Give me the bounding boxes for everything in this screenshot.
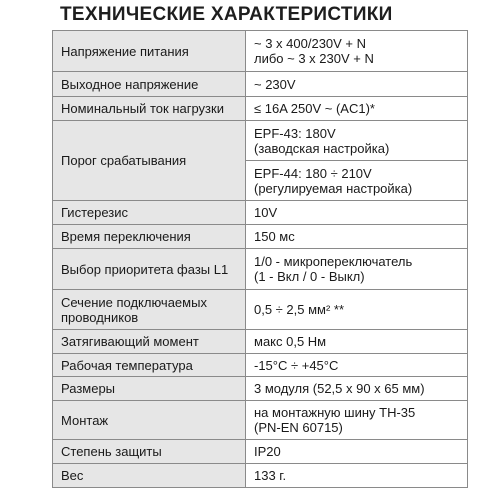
spec-value-output-voltage: ~ 230V [246, 72, 468, 97]
table-row [53, 330, 468, 354]
spec-label-weight: Вес [53, 464, 246, 488]
spec-label-rated-current: Номинальный ток нагрузки [53, 97, 246, 121]
spec-label-output-voltage: Выходное напряжение [53, 72, 246, 97]
table-row [53, 97, 468, 121]
spec-value-operating-temperature: -15°C ÷ +45°C [246, 354, 468, 377]
spec-label-switch-time: Время переключения [53, 225, 246, 249]
spec-value-trip-threshold-epf43: EPF-43: 180V (заводская настройка) [246, 121, 468, 161]
spec-label-torque: Затягивающий момент [53, 330, 246, 354]
spec-label-hysteresis: Гистерезис [53, 201, 246, 225]
spec-value-wire-section: 0,5 ÷ 2,5 мм² ** [246, 290, 468, 330]
table-row [53, 201, 468, 225]
spec-value-torque: макс 0,5 Нм [246, 330, 468, 354]
table-row [53, 290, 468, 330]
spec-label-protection-class: Степень защиты [53, 440, 246, 464]
spec-value-switch-time: 150 мс [246, 225, 468, 249]
table-row [53, 31, 468, 72]
table-row [53, 121, 468, 161]
spec-label-mounting: Монтаж [53, 401, 246, 440]
spec-value-supply-voltage: ~ 3 x 400/230V + N либо ~ 3 x 230V + N [246, 31, 468, 72]
spec-label-trip-threshold: Порог срабатывания [53, 121, 246, 201]
page-title: ТЕХНИЧЕСКИЕ ХАРАКТЕРИСТИКИ [60, 4, 393, 25]
table-row [53, 377, 468, 401]
spec-value-hysteresis: 10V [246, 201, 468, 225]
spec-value-phase-priority: 1/0 - микропереключатель (1 - Вкл / 0 - Выкл) [246, 249, 468, 290]
table-row [53, 354, 468, 377]
table-row [53, 440, 468, 464]
table-row [53, 464, 468, 488]
specifications-table [52, 30, 468, 488]
table-row [53, 72, 468, 97]
spec-value-protection-class: IP20 [246, 440, 468, 464]
spec-label-supply-voltage: Напряжение питания [53, 31, 246, 72]
spec-value-mounting: на монтажную шину ТН-35 (PN-EN 60715) [246, 401, 468, 440]
spec-value-dimensions: 3 модуля (52,5 x 90 x 65 мм) [246, 377, 468, 401]
table-row [53, 225, 468, 249]
table-row [53, 401, 468, 440]
spec-value-trip-threshold-epf44: EPF-44: 180 ÷ 210V (регулируемая настройка) [246, 161, 468, 201]
table-row [53, 249, 468, 290]
spec-label-wire-section: Сечение подключаемых проводников [53, 290, 246, 330]
spec-label-operating-temperature: Рабочая температура [53, 354, 246, 377]
spec-value-weight: 133 г. [246, 464, 468, 488]
spec-label-phase-priority: Выбор приоритета фазы L1 [53, 249, 246, 290]
spec-value-rated-current: ≤ 16A 250V ~ (AC1)* [246, 97, 468, 121]
spec-label-dimensions: Размеры [53, 377, 246, 401]
